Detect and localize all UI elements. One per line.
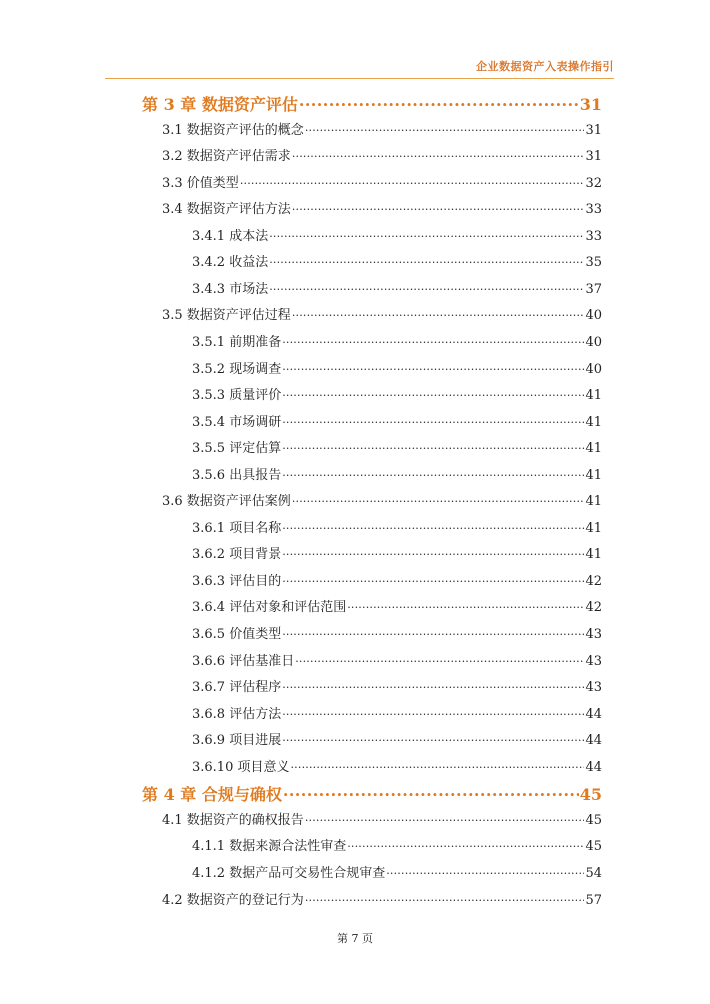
toc-entry-label: 3.4.3 市场法 xyxy=(192,281,269,297)
toc-entry-page-number: 57 xyxy=(585,892,602,908)
toc-section-entry[interactable] xyxy=(192,756,602,775)
toc-section-entry[interactable] xyxy=(192,862,602,881)
toc-entry-page-number: 31 xyxy=(579,95,602,114)
toc-dot-leader xyxy=(282,705,584,718)
toc-section-entry[interactable] xyxy=(192,437,602,456)
toc-entry-label: 3.5.2 现场调查 xyxy=(192,361,282,377)
toc-entry-page-number: 43 xyxy=(585,680,602,696)
document-title: 企业数据资产入表操作指引 xyxy=(476,60,614,73)
toc-entry-page-number: 35 xyxy=(585,255,602,271)
toc-entry-label: 3.6.9 项目进展 xyxy=(192,733,282,749)
toc-section-entry[interactable] xyxy=(162,198,602,217)
toc-dot-leader xyxy=(292,147,585,160)
toc-section-entry[interactable] xyxy=(192,676,602,695)
toc-section-entry[interactable] xyxy=(162,145,602,164)
toc-entry-label: 第 3 章 数据资产评估 xyxy=(142,95,298,114)
toc-section-entry[interactable] xyxy=(192,623,602,642)
toc-dot-leader xyxy=(305,811,585,824)
toc-entry-label: 3.4.1 成本法 xyxy=(192,228,269,244)
toc-entry-label: 3.5.1 前期准备 xyxy=(192,334,282,350)
toc-dot-leader xyxy=(299,94,579,110)
toc-entry-label: 3.6.6 评估基准日 xyxy=(192,653,295,669)
toc-chapter-entry[interactable] xyxy=(142,92,602,115)
toc-entry-page-number: 41 xyxy=(585,547,602,563)
toc-entry-page-number: 41 xyxy=(585,388,602,404)
toc-entry-page-number: 45 xyxy=(579,785,602,805)
toc-entry-page-number: 45 xyxy=(585,839,602,855)
toc-entry-page-number: 40 xyxy=(585,361,602,377)
toc-dot-leader xyxy=(282,386,584,399)
toc-dot-leader xyxy=(295,652,584,665)
toc-entry-page-number: 43 xyxy=(585,653,602,669)
toc-entry-label: 3.5.6 出具报告 xyxy=(192,467,282,483)
toc-entry-page-number: 32 xyxy=(585,175,602,191)
toc-entry-label: 3.6.2 项目背景 xyxy=(192,547,282,563)
toc-section-entry[interactable] xyxy=(192,411,602,430)
toc-entry-label: 3.4.2 收益法 xyxy=(192,255,269,271)
toc-section-entry[interactable] xyxy=(162,172,602,191)
toc-dot-leader xyxy=(282,360,584,373)
toc-entry-page-number: 44 xyxy=(585,759,602,775)
toc-dot-leader xyxy=(290,758,584,771)
toc-entry-label: 4.1.2 数据产品可交易性合规审查 xyxy=(192,865,386,881)
toc-chapter-entry[interactable] xyxy=(142,782,602,805)
toc-entry-label: 3.6.3 评估目的 xyxy=(192,573,282,589)
toc-entry-page-number: 44 xyxy=(585,706,602,722)
toc-entry-label: 3.6 数据资产评估案例 xyxy=(162,494,291,510)
toc-dot-leader xyxy=(292,306,585,319)
toc-dot-leader xyxy=(282,413,584,426)
toc-entry-page-number: 40 xyxy=(585,334,602,350)
toc-entry-label: 3.6.10 项目意义 xyxy=(192,759,290,775)
toc-entry-page-number: 44 xyxy=(585,733,602,749)
toc-entry-page-number: 41 xyxy=(585,414,602,430)
toc-entry-page-number: 45 xyxy=(585,812,602,828)
toc-entry-label: 3.2 数据资产评估需求 xyxy=(162,149,291,165)
toc-entry-page-number: 54 xyxy=(585,865,602,881)
toc-section-entry[interactable] xyxy=(192,729,602,748)
toc-entry-label: 3.6.7 评估程序 xyxy=(192,680,282,696)
toc-section-entry[interactable] xyxy=(192,650,602,669)
toc-section-entry[interactable] xyxy=(162,889,602,908)
toc-entry-label: 3.4 数据资产评估方法 xyxy=(162,202,291,218)
toc-dot-leader xyxy=(305,121,585,134)
toc-section-entry[interactable] xyxy=(192,384,602,403)
toc-entry-label: 3.6.1 项目名称 xyxy=(192,520,282,536)
toc-entry-page-number: 41 xyxy=(585,494,602,510)
toc-dot-leader xyxy=(240,174,585,187)
toc-dot-leader xyxy=(305,891,585,904)
page-number: 第 7 页 xyxy=(337,932,373,945)
toc-dot-leader xyxy=(269,227,584,240)
toc-entry-label: 3.5.5 评定估算 xyxy=(192,441,282,457)
toc-entry-page-number: 31 xyxy=(585,149,602,165)
toc-entry-label: 3.6.5 价值类型 xyxy=(192,627,282,642)
toc-section-entry[interactable] xyxy=(192,358,602,377)
toc-entry-page-number: 42 xyxy=(585,600,602,616)
toc-dot-leader xyxy=(292,492,585,505)
toc-entry-page-number: 33 xyxy=(585,228,602,244)
toc-entry-label: 3.5.4 市场调研 xyxy=(192,414,282,430)
toc-entry-label: 3.3 价值类型 xyxy=(162,175,239,191)
toc-section-entry[interactable] xyxy=(162,119,602,138)
toc-entry-label: 3.6.4 评估对象和评估范围 xyxy=(192,600,347,616)
toc-section-entry[interactable] xyxy=(192,517,602,536)
toc-entry-page-number: 31 xyxy=(585,122,602,138)
toc-dot-leader xyxy=(282,439,584,452)
toc-section-entry[interactable] xyxy=(192,703,602,722)
toc-entry-label: 第 4 章 合规与确权 xyxy=(142,785,282,805)
toc-section-entry[interactable] xyxy=(162,490,602,509)
toc-entry-page-number: 41 xyxy=(585,467,602,483)
toc-entry-label: 3.1 数据资产评估的概念 xyxy=(162,122,304,138)
toc-section-entry[interactable] xyxy=(162,304,602,323)
toc-entry-label: 3.5 数据资产评估过程 xyxy=(162,308,291,324)
toc-dot-leader xyxy=(386,864,584,877)
toc-section-entry[interactable] xyxy=(192,570,602,589)
toc-dot-leader xyxy=(282,731,584,744)
toc-entry-page-number: 41 xyxy=(585,520,602,536)
toc-dot-leader xyxy=(269,253,584,266)
toc-entry-page-number: 40 xyxy=(585,308,602,324)
toc-dot-leader xyxy=(347,837,584,850)
toc-section-entry[interactable] xyxy=(192,596,602,615)
toc-entry-label: 3.6.8 评估方法 xyxy=(192,706,282,722)
toc-dot-leader xyxy=(282,545,584,558)
toc-dot-leader xyxy=(282,519,584,532)
toc-dot-leader xyxy=(292,200,585,213)
toc-entry-label: 4.1.1 数据来源合法性审查 xyxy=(192,839,347,855)
toc-dot-leader xyxy=(282,678,584,691)
toc-section-entry[interactable] xyxy=(192,278,602,297)
toc-dot-leader xyxy=(282,333,584,346)
toc-dot-leader xyxy=(283,784,579,800)
toc-entry-label: 4.1 数据资产的确权报告 xyxy=(162,812,304,828)
toc-entry-page-number: 41 xyxy=(585,441,602,457)
toc-section-entry[interactable] xyxy=(162,809,602,828)
toc-entry-page-number: 33 xyxy=(585,202,602,218)
toc-dot-leader xyxy=(282,625,584,638)
toc-section-entry[interactable] xyxy=(192,225,602,244)
toc-section-entry[interactable] xyxy=(192,543,602,562)
toc-section-entry[interactable] xyxy=(192,835,602,854)
toc-dot-leader xyxy=(282,572,584,585)
toc-section-entry[interactable] xyxy=(192,251,602,270)
toc-entry-label: 3.5.3 质量评价 xyxy=(192,388,282,404)
toc-entry-page-number: 43 xyxy=(585,627,602,642)
toc-dot-leader xyxy=(347,598,584,611)
page-header xyxy=(105,52,614,79)
toc-dot-leader xyxy=(282,466,584,479)
toc-dot-leader xyxy=(269,280,584,293)
toc-entry-page-number: 42 xyxy=(585,573,602,589)
toc-entry-page-number: 37 xyxy=(585,281,602,297)
toc-entry-label: 4.2 数据资产的登记行为 xyxy=(162,892,304,908)
toc-section-entry[interactable] xyxy=(192,331,602,350)
toc-section-entry[interactable] xyxy=(192,464,602,483)
